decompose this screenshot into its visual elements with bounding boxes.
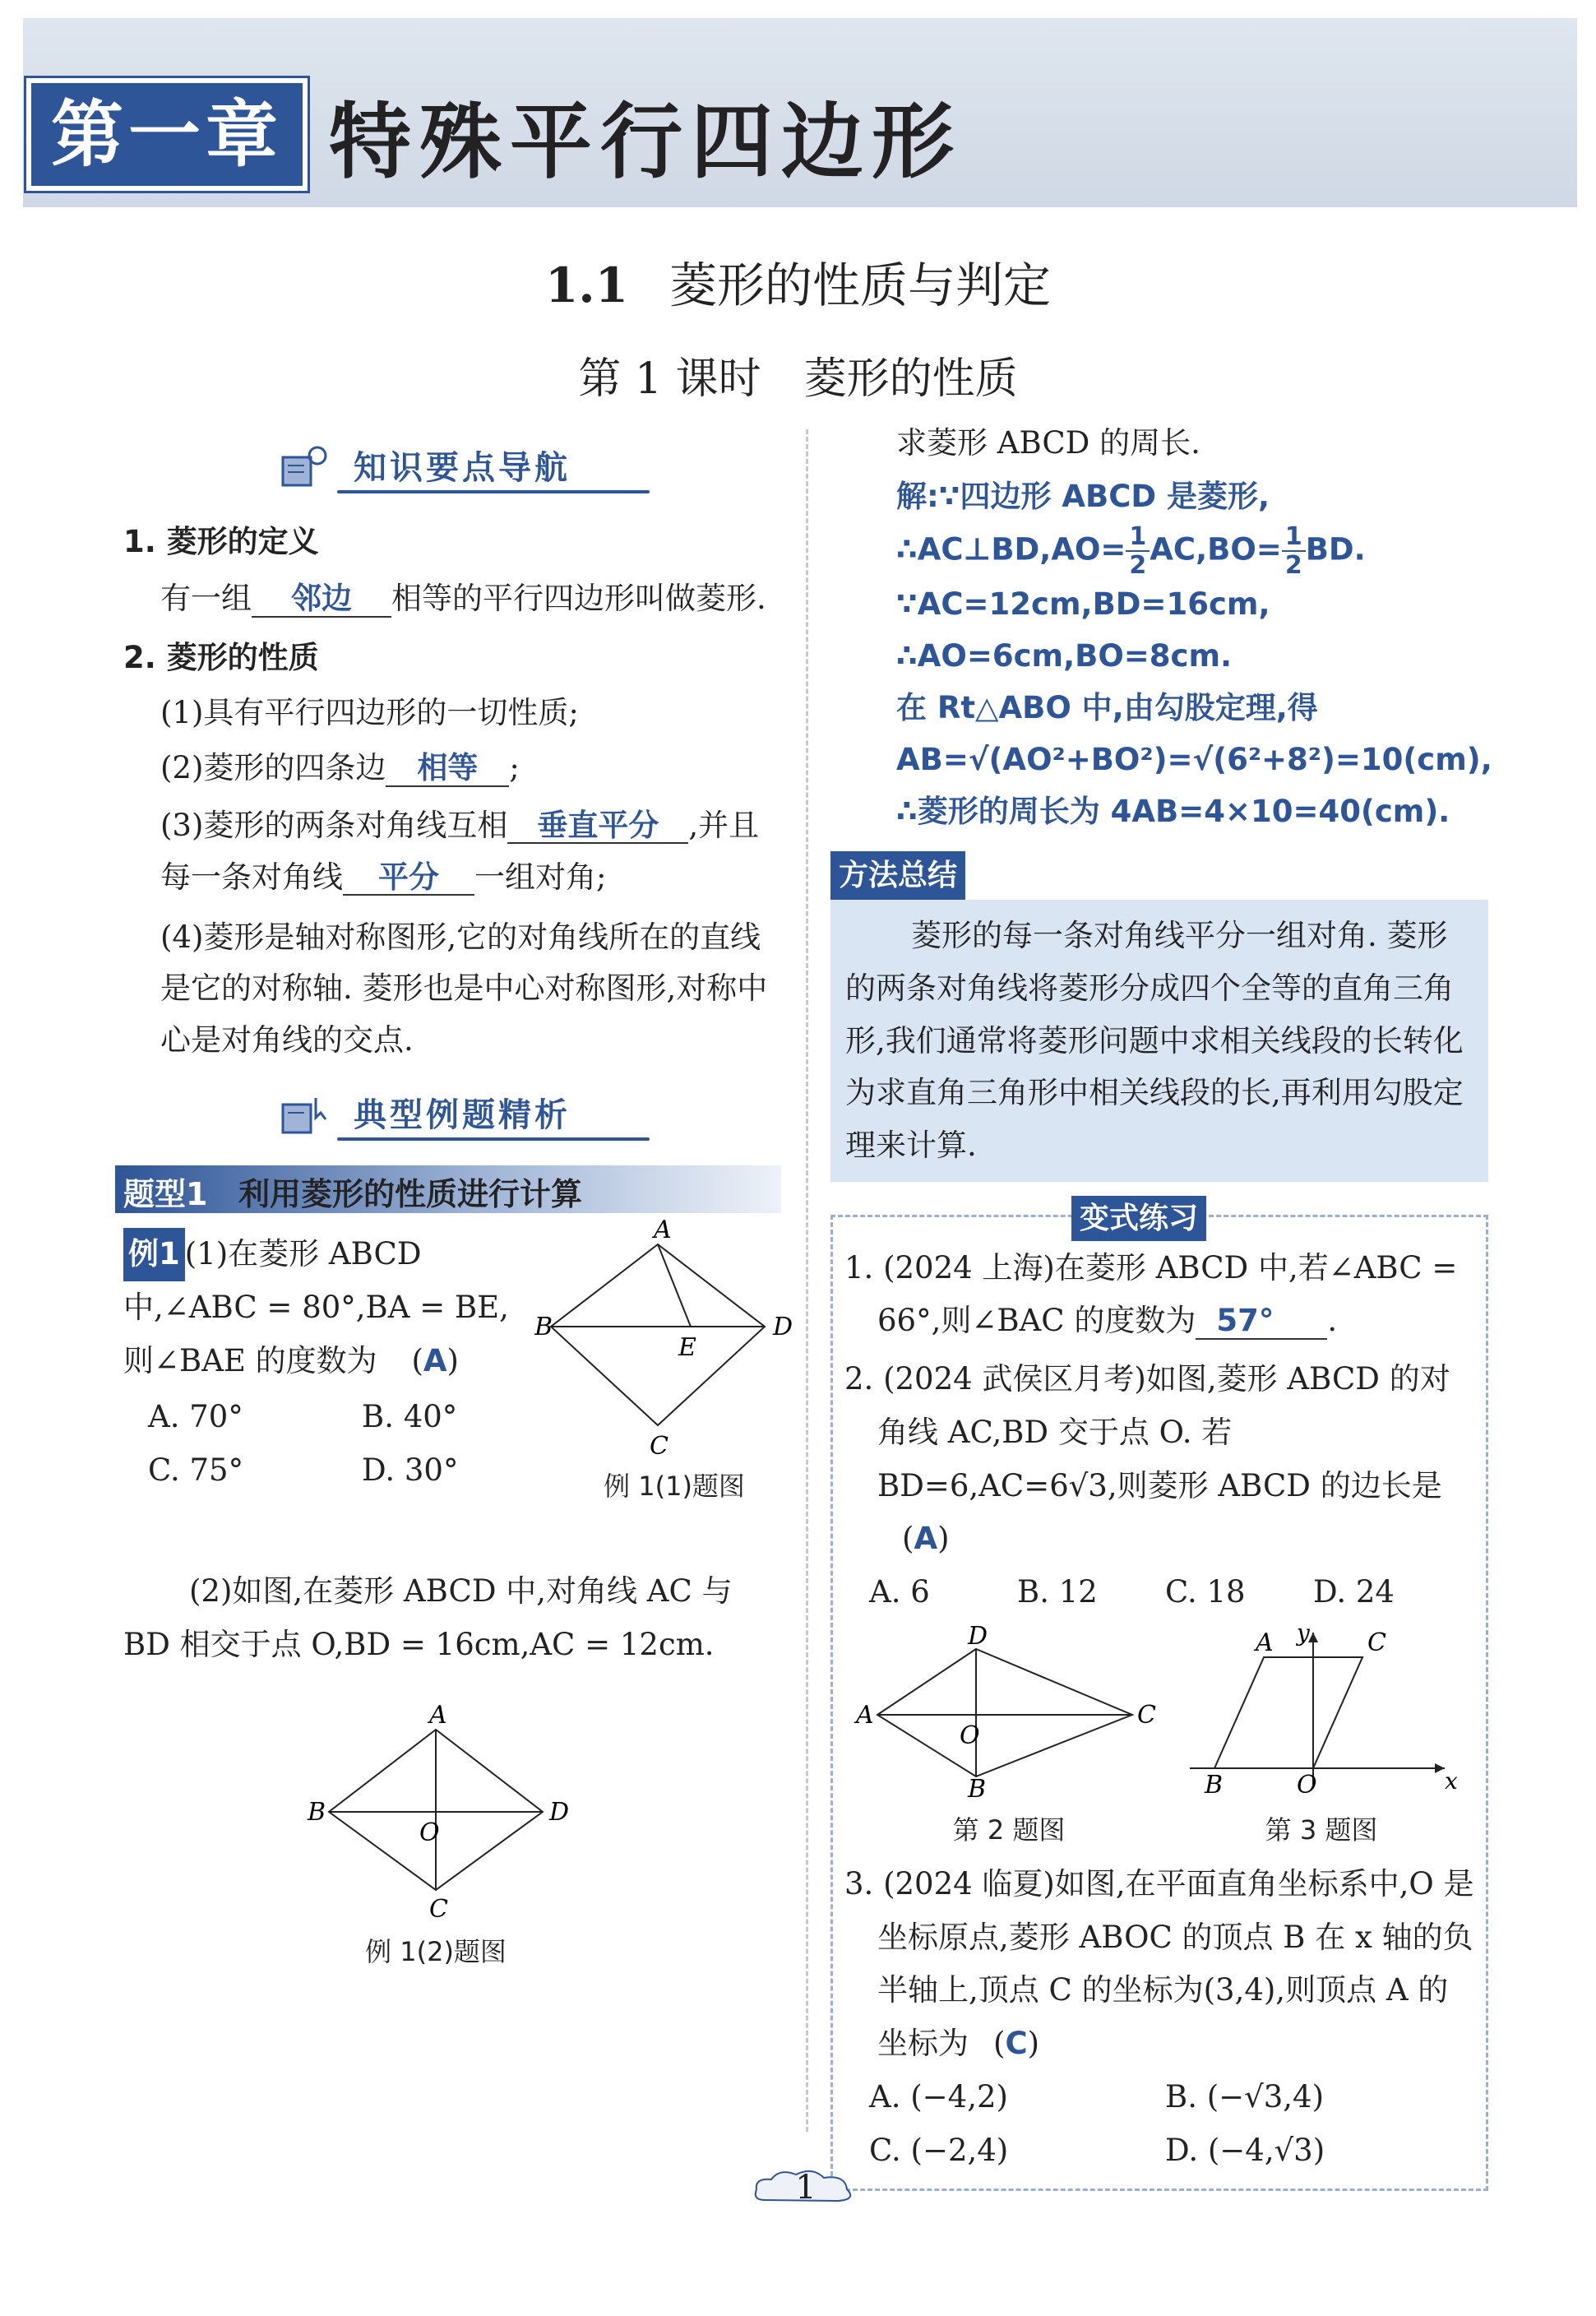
page-number-text: 1	[795, 2169, 817, 2207]
practice-heading: 变式练习	[1071, 1196, 1206, 1242]
section-title	[0, 247, 1596, 316]
rhombus-figure-q2	[844, 1624, 1173, 1797]
prop3-blank2: 平分	[343, 861, 474, 896]
book-pointer-icon	[280, 1090, 329, 1136]
knowledge-heading: 知识要点导航	[354, 449, 571, 487]
option: C. 75°	[148, 1452, 244, 1489]
question-1	[844, 1242, 1474, 1349]
heading-underline	[337, 1137, 650, 1141]
prop-3	[123, 800, 781, 904]
option: D. 24	[1313, 1574, 1395, 1610]
example1-stem: (1)在菱形 ABCD 中,∠ABC = 80°,BA = BE,则∠BAE 的度数为	[123, 1236, 509, 1378]
prop3-blank: 垂直平分	[507, 809, 688, 845]
figure-q2-wrap	[844, 1624, 1173, 1851]
svg-text:B: B	[1205, 1770, 1224, 1797]
q2-answer: A	[914, 1521, 938, 1557]
option: C. 18	[1165, 1574, 1246, 1610]
option: C. (−2,4)	[869, 2132, 1009, 2168]
question-2-options	[844, 1566, 1474, 1619]
svg-text:D: D	[968, 1624, 988, 1651]
svg-text:C: C	[1367, 1628, 1386, 1657]
method-box	[830, 900, 1488, 1181]
question-figures	[844, 1624, 1474, 1851]
prop-title: 2. 菱形的性质	[123, 639, 319, 675]
def-pre: 有一组	[160, 581, 252, 617]
column-divider	[806, 429, 808, 2132]
type-tag: 题型1	[123, 1176, 208, 1213]
rhombus-figure-1	[534, 1220, 798, 1466]
solution-line-3: ∵AC=12cm,BD=16cm,	[896, 586, 1270, 623]
heading-underline	[337, 490, 650, 493]
question-3-options	[844, 2071, 1474, 2178]
svg-text:O: O	[419, 1818, 440, 1847]
svg-text:E: E	[678, 1333, 696, 1363]
def-title: 1. 菱形的定义	[123, 524, 319, 559]
figure1-caption: 例 1(1)题图	[604, 1471, 745, 1503]
svg-text:D: D	[549, 1797, 570, 1827]
q3-stem: 3. (2024 临夏)如图,在平面直角坐标系中,O 是坐标原点,菱形 ABOC 的顶点 B 在 x 轴的负半轴上,顶点 C 的坐标为(3,4),则顶点 A 的坐标为	[844, 1865, 1474, 2062]
def-post: 相等的平行四边形叫做菱形.	[391, 581, 766, 617]
section-name: 菱形的性质与判定	[668, 257, 1051, 313]
prop-2	[123, 744, 781, 791]
prop3-post: 一组对角;	[474, 859, 607, 895]
example1-block	[123, 1220, 793, 1557]
knowledge-heading-block	[280, 436, 781, 502]
section-number: 1.1	[545, 257, 628, 313]
chapter-title: 特殊平行四边形	[329, 94, 962, 190]
chapter-tag: 第一章	[26, 78, 308, 191]
def-text	[123, 575, 781, 622]
type-title: 利用菱形的性质进行计算	[238, 1176, 583, 1213]
example1-part2: (2)如图,在菱形 ABCD 中,对角线 AC 与 BD 相交于点 O,BD = 16cm,AC = 12cm.	[123, 1573, 733, 1662]
prop2-pre: (2)菱形的四条边	[160, 750, 386, 786]
prop-1: (1)具有平行四边形的一切性质;	[160, 695, 579, 731]
option: B. 40°	[362, 1399, 458, 1435]
solution-line-4: ∴AO=6cm,BO=8cm.	[896, 638, 1233, 674]
page-number	[765, 2163, 847, 2212]
solution-line-7: ∴菱形的周长为 4AB=4×10=40(cm).	[896, 793, 1450, 829]
coordinate-rhombus-figure-q3	[1173, 1624, 1469, 1797]
option: B. 12	[1017, 1574, 1098, 1610]
example1-continue: 求菱形 ABCD 的周长.	[896, 425, 1200, 461]
svg-text:A: A	[1256, 1628, 1274, 1657]
example-tag: 例1	[123, 1228, 185, 1281]
prop3-pre: (3)菱形的两条对角线互相	[160, 807, 508, 843]
option: A. 6	[869, 1574, 930, 1610]
sol2-pre: ∴AC⊥BD,AO=	[896, 531, 1126, 567]
def-blank: 邻边	[252, 582, 391, 618]
option: B. (−√3,4)	[1165, 2078, 1325, 2115]
solution-line-5: 在 Rt△ABO 中,由勾股定理,得	[896, 690, 1318, 726]
q1-stem: 1. (2024 上海)在菱形 ABCD 中,若∠ABC = 66°,则∠BAC 的度数为	[844, 1249, 1458, 1339]
svg-text:O: O	[960, 1721, 980, 1750]
method-heading: 方法总结	[830, 851, 965, 901]
rhombus-figure-2	[304, 1705, 600, 1919]
book-lightbulb-icon	[280, 442, 329, 489]
fraction-half: $\frac{1}{2}$	[1282, 523, 1306, 579]
svg-text:x: x	[1445, 1767, 1458, 1795]
prop2-post: ;	[509, 750, 520, 786]
prop2-blank: 相等	[386, 752, 509, 787]
option: D. 30°	[362, 1452, 459, 1489]
option: D. (−4,√3)	[1165, 2132, 1325, 2168]
q1-post: .	[1327, 1303, 1338, 1339]
q2-stem: 2. (2024 武侯区月考)如图,菱形 ABCD 的对角线 AC,BD 交于点 O. 若 BD=6,AC=6√3,则菱形 ABCD 的边长是	[844, 1361, 1450, 1503]
examples-heading-block	[280, 1083, 781, 1149]
figure-q3-caption: 第 3 题图	[1265, 1814, 1378, 1846]
sol2-mid: AC,BO=	[1150, 531, 1282, 567]
svg-text:C: C	[429, 1894, 448, 1919]
prop-4: (4)菱形是轴对称图形,它的对角线所在的直线是它的对称轴. 菱形也是中心对称图形,对称中心是对角线的交点.	[160, 919, 768, 1058]
svg-text:B: B	[308, 1797, 326, 1827]
prop3-mid: ,并且每一条对角线	[160, 807, 760, 895]
svg-text:B: B	[968, 1774, 987, 1797]
svg-text:A: A	[429, 1704, 447, 1730]
svg-text:y: y	[1297, 1624, 1310, 1647]
question-2: 2. (2024 武侯区月考)如图,菱形 ABCD 的对角线 AC,BD 交于点 O. 若 BD=6,AC=6√3,则菱形 ABCD 的边长是(A)	[844, 1361, 1450, 1557]
q3-answer: C	[1005, 2026, 1028, 2062]
solution-block	[830, 471, 1492, 837]
type-bar	[115, 1165, 781, 1213]
solution-line-2	[896, 523, 1488, 579]
examples-heading: 典型例题精析	[354, 1096, 571, 1135]
fraction-half: $\frac{1}{2}$	[1126, 523, 1150, 579]
figure2-caption: 例 1(2)题图	[365, 1936, 507, 1968]
example1-text: 例1 (1)在菱形 ABCD 中,∠ABC = 80°,BA = BE,则∠BAE 的度数为 (A)	[123, 1228, 510, 1387]
svg-text:B: B	[534, 1313, 553, 1342]
lesson-title: 第 1 课时 菱形的性质	[578, 354, 1018, 404]
right-column	[830, 419, 1492, 2191]
example1-answer: A	[423, 1342, 447, 1378]
method-text: 菱形的每一条对角线平分一组对角. 菱形的两条对角线将菱形分成四个全等的直角三角形,我们通常将菱形问题中求相关线段的长转化为求直角三角形中相关线段的长,再利用勾股定理来计算.	[845, 918, 1464, 1163]
figure-q3-wrap	[1173, 1624, 1469, 1851]
svg-text:C: C	[1137, 1700, 1156, 1730]
svg-text:C: C	[650, 1432, 668, 1461]
example1-options	[123, 1391, 534, 1498]
solution-line-6: AB=√(AO²+BO²)=√(6²+8²)=10(cm),	[896, 741, 1492, 777]
option: A. 70°	[148, 1399, 243, 1435]
option: A. (−4,2)	[869, 2078, 1008, 2115]
solution-line-1: 解:∵四边形 ABCD 是菱形,	[896, 479, 1270, 515]
svg-text:O: O	[1297, 1770, 1317, 1797]
svg-text:A: A	[856, 1700, 874, 1730]
q1-blank: 57°	[1196, 1304, 1327, 1340]
svg-text:D: D	[773, 1313, 793, 1342]
left-column	[123, 436, 793, 1973]
svg-text:A: A	[654, 1220, 672, 1245]
question-3: 3. (2024 临夏)如图,在平面直角坐标系中,O 是坐标原点,菱形 ABOC 的顶点 B 在 x 轴的负半轴上,顶点 C 的坐标为(3,4),则顶点 A 的坐标为 (C)	[844, 1865, 1474, 2062]
figure-q2-caption: 第 2 题图	[952, 1814, 1066, 1846]
sol2-post: BD.	[1305, 531, 1366, 567]
practice-box	[830, 1201, 1488, 2192]
